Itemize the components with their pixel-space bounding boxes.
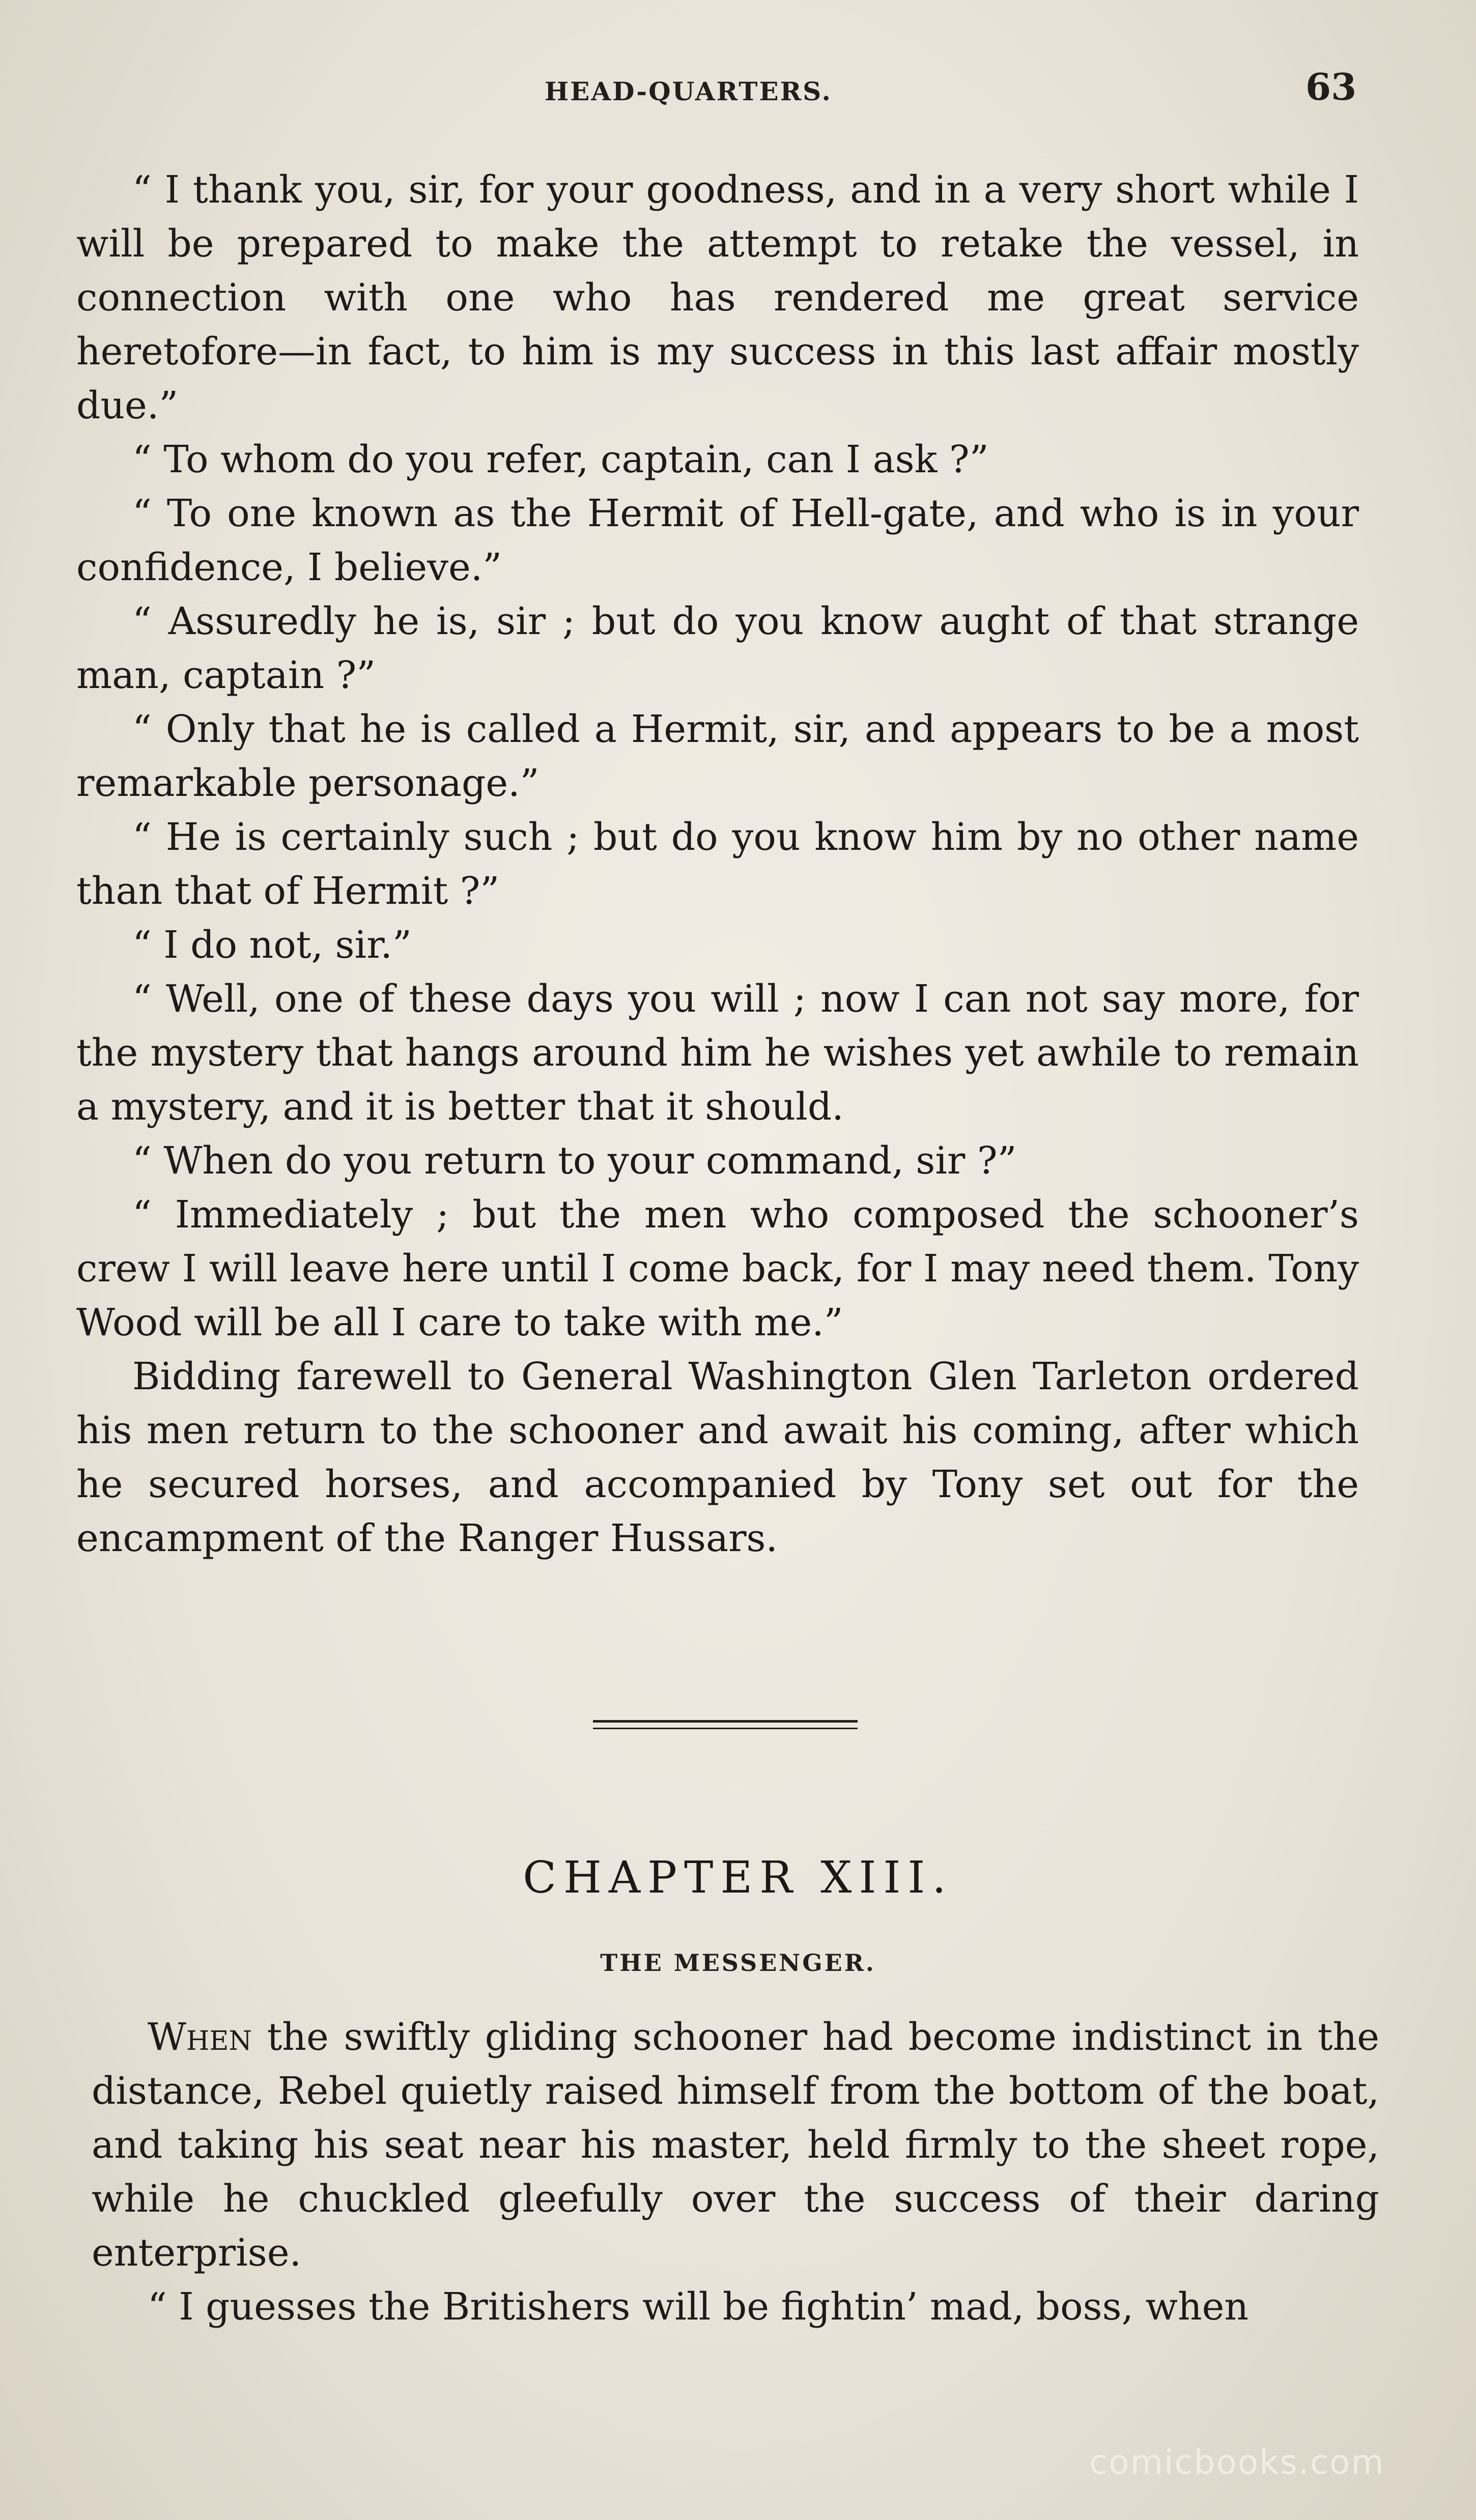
paragraph: “ He is certainly such ; but do you know him by no other name than that of Hermit ?” [76, 815, 1359, 913]
paragraph: “ To whom do you refer, captain, can I ask ?” [132, 438, 989, 481]
paragraph: “ Well, one of these days you will ; now I can not say more, for the mystery that hangs around him he wishes yet awhile to remain a mystery, and it is better that it should. [76, 977, 1359, 1129]
body-text [76, 163, 1359, 1565]
paragraph: “ I guesses the Britishers will be fightin’ mad, boss, when [148, 2285, 1249, 2329]
running-head: HEAD-QUARTERS. [545, 76, 832, 106]
paragraph: “ I do not, sir.” [132, 923, 412, 967]
watermark: comicbooks.com [1089, 2443, 1385, 2482]
page-number: 63 [1305, 65, 1357, 108]
paragraph: “ I thank you, sir, for your goodness, and in a very short while I will be prepared to make the attempt to retake the vessel, in connection with one who has rendered me great service heretofore—in fact, to him is my success in this last affair mostly due.” [76, 168, 1359, 427]
chapter-text [92, 2010, 1379, 2334]
chapter-subtitle: THE MESSENGER. [600, 1949, 876, 1977]
opening-paragraph-text: the swiftly gliding schooner had become indistinct in the distance, Rebel quietly raised himself from the bottom of the boat, and taking his seat near his master, held firmly to the sheet rope, while he chuckled gleefully over the success of their daring enterprise. [92, 2015, 1379, 2275]
opening-word: When [148, 2015, 252, 2059]
chapter-title: CHAPTER XIII. [523, 1852, 953, 1903]
paragraph: “ Only that he is called a Hermit, sir, and appears to be a most remarkable personage.” [76, 707, 1359, 805]
paragraph: Bidding farewell to General Washington Glen Tarleton ordered his men return to the schooner and await his coming, after which he secured horses, and accompanied by Tony set out for the encampment of the Ranger Hussars. [76, 1355, 1359, 1560]
chapter-opening-paragraph [92, 2010, 1379, 2280]
paragraph: “ When do you return to your command, sir ?” [132, 1139, 1017, 1183]
paragraph: “ Assuredly he is, sir ; but do you know aught of that strange man, captain ?” [76, 599, 1359, 697]
paragraph: “ Immediately ; but the men who composed the schooner’s crew I will leave here until I come back, for I may need them. Tony Wood will be all I care to take with me.” [76, 1193, 1359, 1344]
section-separator-rule [593, 1720, 858, 1729]
paragraph: “ To one known as the Hermit of Hell-gate, and who is in your confidence, I believe.” [76, 492, 1359, 589]
